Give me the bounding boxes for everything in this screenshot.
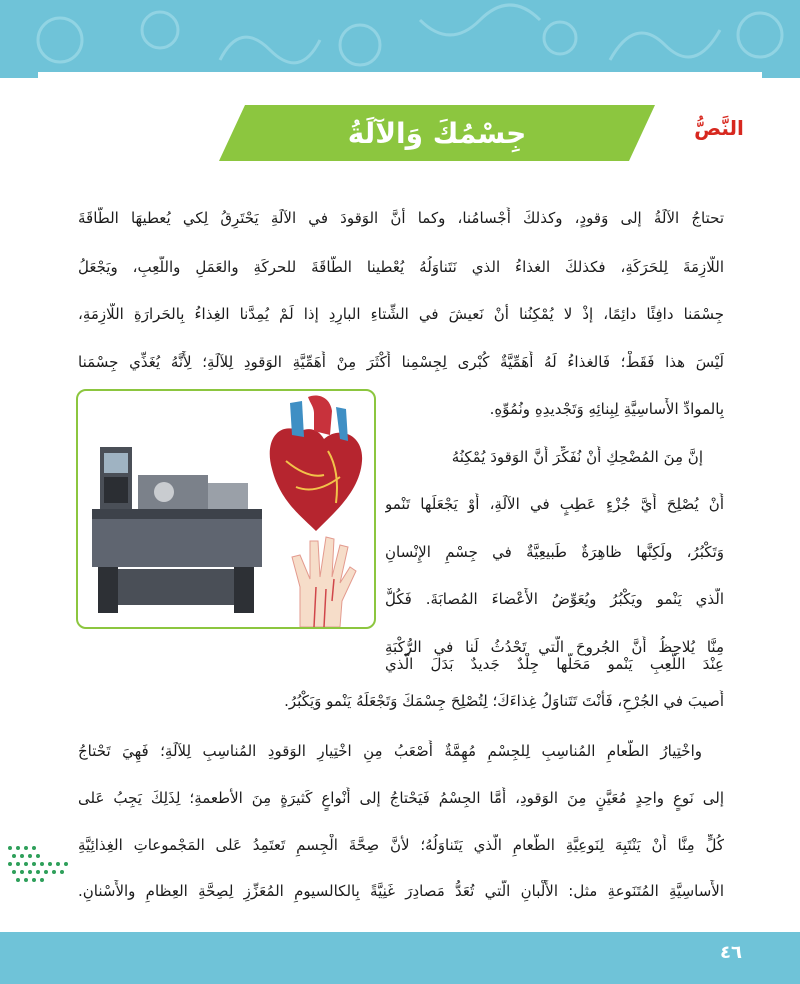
text-line: لَيْسَ هذا فَقَطْ؛ فَالغذاءُ لَهُ أَهَمِّيَّةٌ كُبْرى لِجِسْمِنا أَكْثَرَ مِنْ أَهَمِّيَّةِ الوَقودِ لِلآلَةِ؛ لِأَنَّهُ يُغَذِّي جِسْمَنا bbox=[78, 353, 724, 371]
text-line: عِنْدَ اللَّعِبِ يَنْمو مَحَلَّها جِلْدٌ جَديدٌ بَدَلَ الَّذي bbox=[385, 655, 724, 673]
lesson-title: جِسْمُكَ وَالآلَةُ bbox=[347, 116, 527, 150]
text-line: وَتَكْبُرُ، ولَكِنَّها ظاهِرَةٌ طَبيعِيَّةٌ في جِسْمِ الإِنْسانِ bbox=[385, 543, 724, 561]
text-line: اللَّازِمَةَ لِلحَرَكَةِ، فكذلكَ الغذاءُ الذي نَتَناوَلُهُ يُعْطينا الطَّاقَةَ للحركَةِ والعَمَلِ واللَّعِبِ، ويَجْعَلُ bbox=[78, 258, 724, 276]
text-line: تحتاجُ الآلَةُ إلى وَقودٍ، وكذلكَ أَجْسامُنا، وكما أنَّ الوَقودَ في الآلَةِ يَحْتَرِقُ لِكي يُعطيهَا الطَّاقَةَ bbox=[78, 209, 724, 227]
text-line: كُلٍّ مِنَّا أَنْ يَنْتَبِهَ لِنَوعِيَّةِ الطَّعامِ الَّذي يَتَناوَلُهُ؛ لأنَّ صِحَّةَ الْجِسمِ تَعتَمِدُ عَلى المَجْموعاتِ الغِذائِيَّةِ bbox=[78, 836, 724, 854]
machine-heart-hand-illustration bbox=[78, 391, 374, 627]
text-line: أَنْ يُصْلِحَ أَيَّ جُزْءٍ عَطِبٍ في الآلَةِ، أَوْ يَجْعَلَها تَنْمو bbox=[385, 495, 724, 513]
page-number: ٤٦ bbox=[720, 942, 742, 963]
text-line: الأَساسِيَّةِ المُتَنَوعةِ مثل: الأَلْبانِ الَّتي تُعَدُّ مَصادِرَ غَنِيَّةً بِالكالسيومِ المُعَزِّزِ لِصِحَّةِ العِظامِ والأَسْنانِ. bbox=[78, 882, 724, 900]
text-line: الَّذي يَنْمو ويَكْبُرُ ويُعَوِّضُ الأَعْضاءَ المُصابَةَ. فَكُلٌّ bbox=[385, 590, 724, 608]
text-line: إنَّ مِنَ المُضْحِكِ أَنْ نُفَكِّرَ أَنَّ الوَقودَ يُمْكِنُهُ bbox=[451, 448, 703, 466]
text-line: واخْتِيارُ الطَّعامِ المُناسِبِ لِلجِسْمِ مُهِمَّةٌ أَصْعَبُ مِنِ اخْتِيارِ الوَقودِ المُناسِبِ لِلآلَةِ؛ فَهِيَ تَحْتاجُ bbox=[78, 742, 702, 760]
lathe-machine-image bbox=[92, 447, 262, 613]
text-line: أُصيبَ في الجُرْحِ، فَأَنْتَ تَتَناوَلُ غِذاءَكَ؛ لِتُصْلِحَ جِسْمَكَ وَتَجْعَلَهُ يَنْمو وَيَكْبُرُ. bbox=[284, 692, 724, 710]
section-label: النَّصُّ bbox=[694, 116, 744, 140]
text-line: إلى نَوعٍ واحِدٍ مُعَيَّنٍ مِنَ الوَقودِ، أَمَّا الجِسْمُ فَيَحْتاجُ إلى أَنْواعٍ كَثيرَةٍ مِنَ الأطعمةِ؛ لِذَلِكَ يَجِبُ عَلى bbox=[78, 789, 724, 807]
text-line: بِالموادِّ الأَساسِيَّةِ لِبِنائِهِ وَتَجْديدِهِ ونُمُوِّهِ. bbox=[489, 400, 724, 418]
text-line: جِسْمَنا دافِئًا دائِمًا، إذْ لا يُمْكِنُنا أنْ نَعيشَ في الشِّتاءِ البارِدِ إذا لَمْ يُمِدَّنا الغِذاءُ بِالحَرارَةِ اللَّازِمَةِ، bbox=[78, 305, 724, 323]
footer-band bbox=[0, 932, 800, 984]
heart-image bbox=[270, 396, 362, 531]
text-line: مِنَّا يُلاحِظُ أَنَّ الجُروحَ الَّتي تَحْدُثُ لَنا في الرُّكْبَةِ bbox=[385, 638, 724, 656]
hand-image bbox=[292, 537, 356, 627]
ministry-logo-icon bbox=[0, 818, 80, 898]
illustration-box bbox=[76, 389, 376, 629]
